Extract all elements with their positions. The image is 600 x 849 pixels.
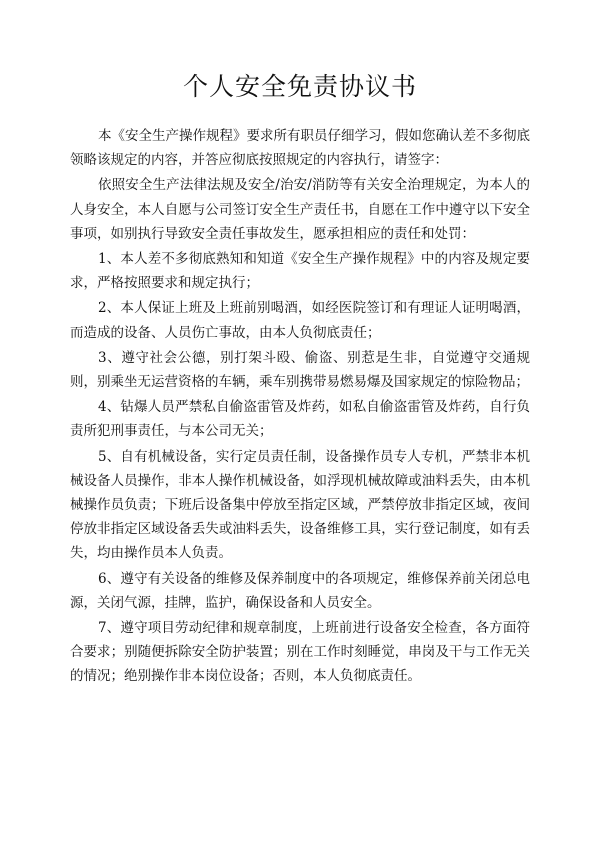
clause-6: 6、遵守有关设备的维修及保养制度中的各项规定，维修保养前关闭总电源，关闭气源，挂牌，监护，确保设备和人员安全。 <box>70 570 530 611</box>
clause-1: 1、本人差不多彻底熟知和知道《安全生产操作规程》中的内容及规定要求，严格按照要求和规定执行； <box>70 251 530 292</box>
clause-2: 2、本人保证上班及上班前别喝酒，如经医院签订和有理证人证明喝酒，而造成的设备、人员伤亡事故，由本人负彻底责任； <box>70 300 530 341</box>
clause-7: 7、遵守项目劳动纪律和规章制度，上班前进行设备安全检查，各方面符合要求；别随便拆除安全防护装置；别在工作时刻睡觉，串岗及干与工作无关的情况；绝别操作非本岗位设备；否则，本人负彻底责任。 <box>70 620 530 685</box>
document-body <box>70 124 530 690</box>
basis-paragraph: 依照安全生产法律法规及安全/治安/消防等有关安全治理规定，为本人的人身安全，本人自愿与公司签订安全生产责任书，自愿在工作中遵守以下安全事项，如别执行导致安全责任事故发生，愿承担相应的责任和处罚： <box>70 177 530 242</box>
clause-4: 4、钻爆人员严禁私自偷盗雷管及炸药，如私自偷盗雷管及炸药，自行负责所犯刑事责任，与本公司无关； <box>70 399 530 440</box>
intro-paragraph: 本《安全生产操作规程》要求所有职员仔细学习，假如您确认差不多彻底领略该规定的内容，并答应彻底按照规定的内容执行，请签字： <box>70 128 530 169</box>
document-title: 个人安全免责协议书 <box>182 72 417 101</box>
clause-5: 5、自有机械设备，实行定员责任制，设备操作员专人专机，严禁非本机械设备人员操作，非本人操作机械设备，如浮现机械故障或油料丢失，由本机械操作员负责；下班后设备集中停放至指定区域，严禁停放非指定区域，夜间停放非指定区域设备丢失或油料丢失，设备维修工具，实行登记制度，如有丢失，均由操作员本人负责。 <box>70 448 530 562</box>
clause-3: 3、遵守社会公德，别打架斗殴、偷盗、别惹是生非，自觉遵守交通规则，别乘坐无运营资格的车辆，乘车别携带易燃易爆及国家规定的惊险物品； <box>70 349 530 391</box>
